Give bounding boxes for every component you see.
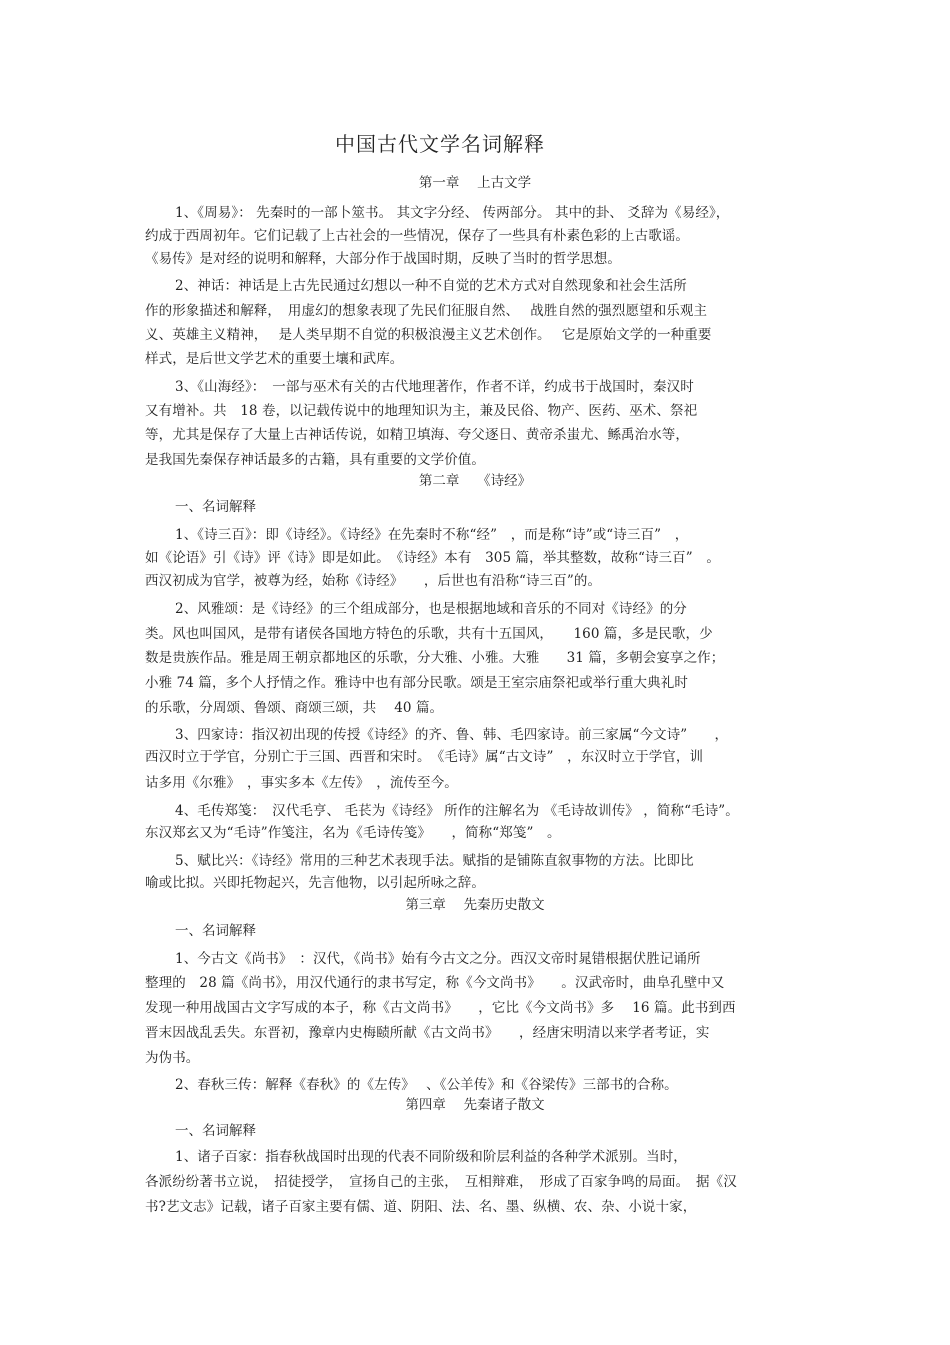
chapter-heading: 第三章 先秦历史散文 (405, 897, 545, 913)
paragraph-line: 的乐歌，分周颂、鲁颂、商颂三颂，共 40 篇。 (145, 700, 444, 716)
paragraph-line: 《易传》是对经的说明和解释，大部分作于战国时期，反映了当时的哲学思想。 (145, 251, 621, 267)
paragraph-line: 西汉时立于学官，分别亡于三国、西晋和宋时。 《毛诗》属“古文诗” ，东汉时立于学官，训 (145, 749, 704, 765)
paragraph-line: 诂多用《尔雅》 ，事实多本《左传》 ，流传至今。 (145, 775, 458, 791)
paragraph-line: 作的形象描述和解释， 用虚幻的想象表现了先民们征服自然、 战胜自然的强烈愿望和乐观主 (145, 303, 708, 319)
paragraph-line: 4、毛传郑笺： 汉代毛亨、 毛苌为《诗经》 所作的注解名为 《毛诗故训传》 ，简称“毛诗”。 (175, 803, 739, 819)
paragraph-line: 等，尤其是保存了大量上古神话传说，如精卫填海、夸父逐日、黄帝杀蚩尤、鲧禹治水等， (145, 427, 689, 443)
paragraph-line: 2、风雅颂：是《诗经》的三个组成部分，也是根据地域和音乐的不同对《诗经》的分 (175, 601, 687, 617)
paragraph-line: 为伪书。 (145, 1050, 200, 1066)
section-subheading: 一、名词解释 (175, 1123, 256, 1139)
paragraph-line: 5、赋比兴：《诗经》常用的三种艺术表现手法。赋指的是铺陈直叙事物的方法。比即比 (175, 853, 694, 869)
chapter-heading: 第一章 上古文学 (418, 175, 532, 191)
document-title: 中国古代文学名词解释 (335, 132, 545, 156)
paragraph-line: 3、《山海经》： 一部与巫术有关的古代地理著作，作者不详，约成书于战国时，秦汉时 (175, 379, 694, 395)
paragraph-line: 小雅 74 篇，多个人抒情之作。雅诗中也有部分民歌。颂是王室宗庙祭祀或举行重大典礼时 (145, 675, 688, 691)
paragraph-line: 义、英雄主义精神， 是人类早期不自觉的积极浪漫主义艺术创作。 它是原始文学的一种重要 (145, 327, 712, 343)
paragraph-line: 3、四家诗：指汉初出现的传授《诗经》的齐、鲁、韩、毛四家诗。前三家属“今文诗” ， (175, 727, 729, 743)
paragraph-line: 2、神话：神话是上古先民通过幻想以一种不自觉的艺术方式对自然现象和社会生活所 (175, 278, 687, 294)
paragraph-line: 晋末因战乱丢失。东晋初，豫章内史梅赜所献《古文尚书》 ，经唐宋明清以来学者考证，实 (145, 1025, 710, 1041)
paragraph-line: 又有增补。共 18 卷，以记载传说中的地理知识为主，兼及民俗、物产、医药、巫术、祭祀 (145, 403, 698, 419)
paragraph-line: 约成于西周初年。它们记载了上古社会的一些情况，保存了一些具有朴素色彩的上古歌谣。 (145, 228, 689, 244)
paragraph-line: 喻或比拟。兴即托物起兴，先言他物，以引起所咏之辞。 (145, 875, 485, 891)
paragraph-line: 书?艺文志》记载，诸子百家主要有儒、道、阴阳、法、名、墨、纵横、农、杂、小说十家， (145, 1199, 697, 1215)
paragraph-line: 1、诸子百家：指春秋战国时出现的代表不同阶级和阶层利益的各种学术派别。当时， (175, 1149, 687, 1165)
paragraph-line: 发现一种用战国古文字写成的本子，称《古文尚书》 ，它比《今文尚书》多 16 篇。此书到西 (145, 1000, 736, 1016)
paragraph-line: 西汉初成为官学，被尊为经，始称《诗经》 ，后世也有沿称“诗三百”的。 (145, 573, 602, 589)
chapter-heading: 第二章 《诗经》 (418, 473, 532, 489)
paragraph-line: 2、春秋三传：解释《春秋》的《左传》 、《公羊传》和《谷梁传》三部书的合称。 (175, 1077, 678, 1093)
paragraph-line: 样式，是后世文学艺术的重要土壤和武库。 (145, 351, 404, 367)
paragraph-line: 整理的 28 篇《尚书》，用汉代通行的隶书写定，称《今文尚书》 。汉武帝时，曲阜孔壁中又 (145, 975, 725, 991)
paragraph-line: 如《论语》引《诗》评《诗》即是如此。 《诗经》本有 305 篇，举其整数，故称“诗三百” 。 (145, 550, 720, 566)
paragraph-line: 1、今古文《尚书》 ：汉代，《尚书》始有今古文之分。西汉文帝时晁错根据伏胜记诵所 (175, 951, 701, 967)
paragraph-line: 是我国先秦保存神话最多的古籍，具有重要的文学价值。 (145, 452, 485, 468)
section-subheading: 一、名词解释 (175, 499, 256, 515)
paragraph-line: 数是贵族作品。雅是周王朝京都地区的乐歌，分大雅、小雅。大雅 31 篇，多朝会宴享之作； (145, 650, 725, 666)
paragraph-line: 1、《诗三百》：即《诗经》。《诗经》在先秦时不称“经” ，而是称“诗”或“诗三百” ， (175, 527, 689, 543)
paragraph-line: 类。风也叫国风，是带有诸侯各国地方特色的乐歌，共有十五国风， 160 篇，多是民歌，少 (145, 626, 713, 642)
chapter-heading: 第四章 先秦诸子散文 (405, 1097, 545, 1113)
paragraph-line: 各派纷纷著书立说， 招徒授学， 宣扬自己的主张， 互相辩难， 形成了百家争鸣的局面。 据《汉 (145, 1174, 737, 1190)
section-subheading: 一、名词解释 (175, 923, 256, 939)
paragraph-line: 东汉郑玄又为“毛诗”作笺注，名为《毛诗传笺》 ，简称“郑笺” 。 (145, 825, 561, 841)
paragraph-line: 1、《周易》： 先秦时的一部卜筮书。 其文字分经、 传两部分。 其中的卦、 爻辞为《易经》， (175, 205, 730, 221)
